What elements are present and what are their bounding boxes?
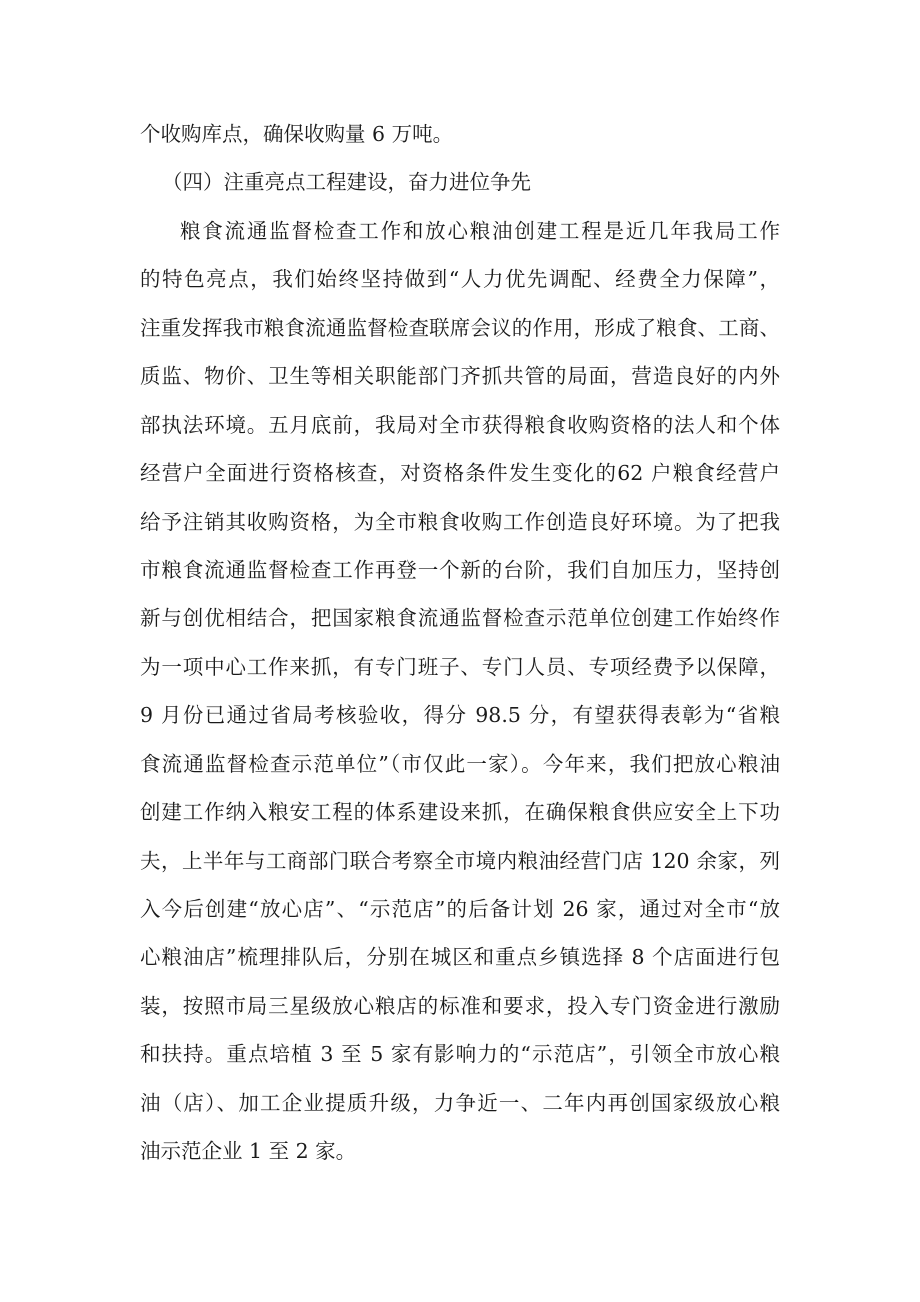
section-heading: （四）注重亮点工程建设，奋力进位争先 (162, 170, 531, 194)
paragraph-line: 新与创优相结合，把国家粮食流通监督检查示范单位创建工作始终作 (140, 606, 780, 630)
paragraph-line: 部执法环境。五月底前，我局对全市获得粮食收购资格的法人和个体 (140, 413, 780, 437)
paragraph-line: 市粮食流通监督检查工作再登一个新的台阶，我们自加压力，坚持创 (140, 558, 780, 582)
paragraph-line: 心粮油店”梳理排队后，分别在城区和重点乡镇选择 8 个店面进行包 (140, 945, 780, 969)
paragraph-line: 为一项中心工作来抓，有专门班子、专门人员、专项经费予以保障， (140, 655, 780, 679)
paragraph-line: 入今后创建“放心店”、“示范店”的后备计划 26 家，通过对全市“放 (140, 897, 780, 921)
paragraph-line: 食流通监督检查示范单位”（市仅此一家）。今年来，我们把放心粮油 (140, 752, 780, 776)
paragraph-line: 个收购库点，确保收购量 6 万吨。 (140, 122, 454, 146)
paragraph-line: 质监、物价、卫生等相关职能部门齐抓共管的局面，营造良好的内外 (140, 364, 780, 388)
paragraph-line: 注重发挥我市粮食流通监督检查联席会议的作用，形成了粮食、工商、 (140, 316, 780, 340)
paragraph-line: 粮食流通监督检查工作和放心粮油创建工程是近几年我局工作 (180, 219, 780, 243)
paragraph-line: 给予注销其收购资格，为全市粮食收购工作创造良好环境。为了把我 (140, 510, 780, 534)
paragraph-line: 装，按照市局三星级放心粮店的标准和要求，投入专门资金进行激励 (140, 994, 780, 1018)
paragraph-line: 油（店）、加工企业提质升级，力争近一、二年内再创国家级放心粮 (140, 1091, 780, 1115)
paragraph-line: 创建工作纳入粮安工程的体系建设来抓，在确保粮食供应安全上下功 (140, 800, 780, 824)
paragraph-line: 的特色亮点，我们始终坚持做到“人力优先调配、经费全力保障”， (140, 267, 780, 291)
paragraph-line: 油示范企业 1 至 2 家。 (140, 1139, 357, 1163)
paragraph-line: 和扶持。重点培植 3 至 5 家有影响力的“示范店”，引领全市放心粮 (140, 1042, 780, 1066)
paragraph-line: 经营户全面进行资格核查，对资格条件发生变化的62 户粮食经营户 (140, 461, 780, 485)
paragraph-line: 夫，上半年与工商部门联合考察全市境内粮油经营门店 120 余家，列 (140, 849, 780, 873)
paragraph-line: 9 月份已通过省局考核验收，得分 98.5 分，有望获得表彰为“省粮 (140, 703, 780, 727)
